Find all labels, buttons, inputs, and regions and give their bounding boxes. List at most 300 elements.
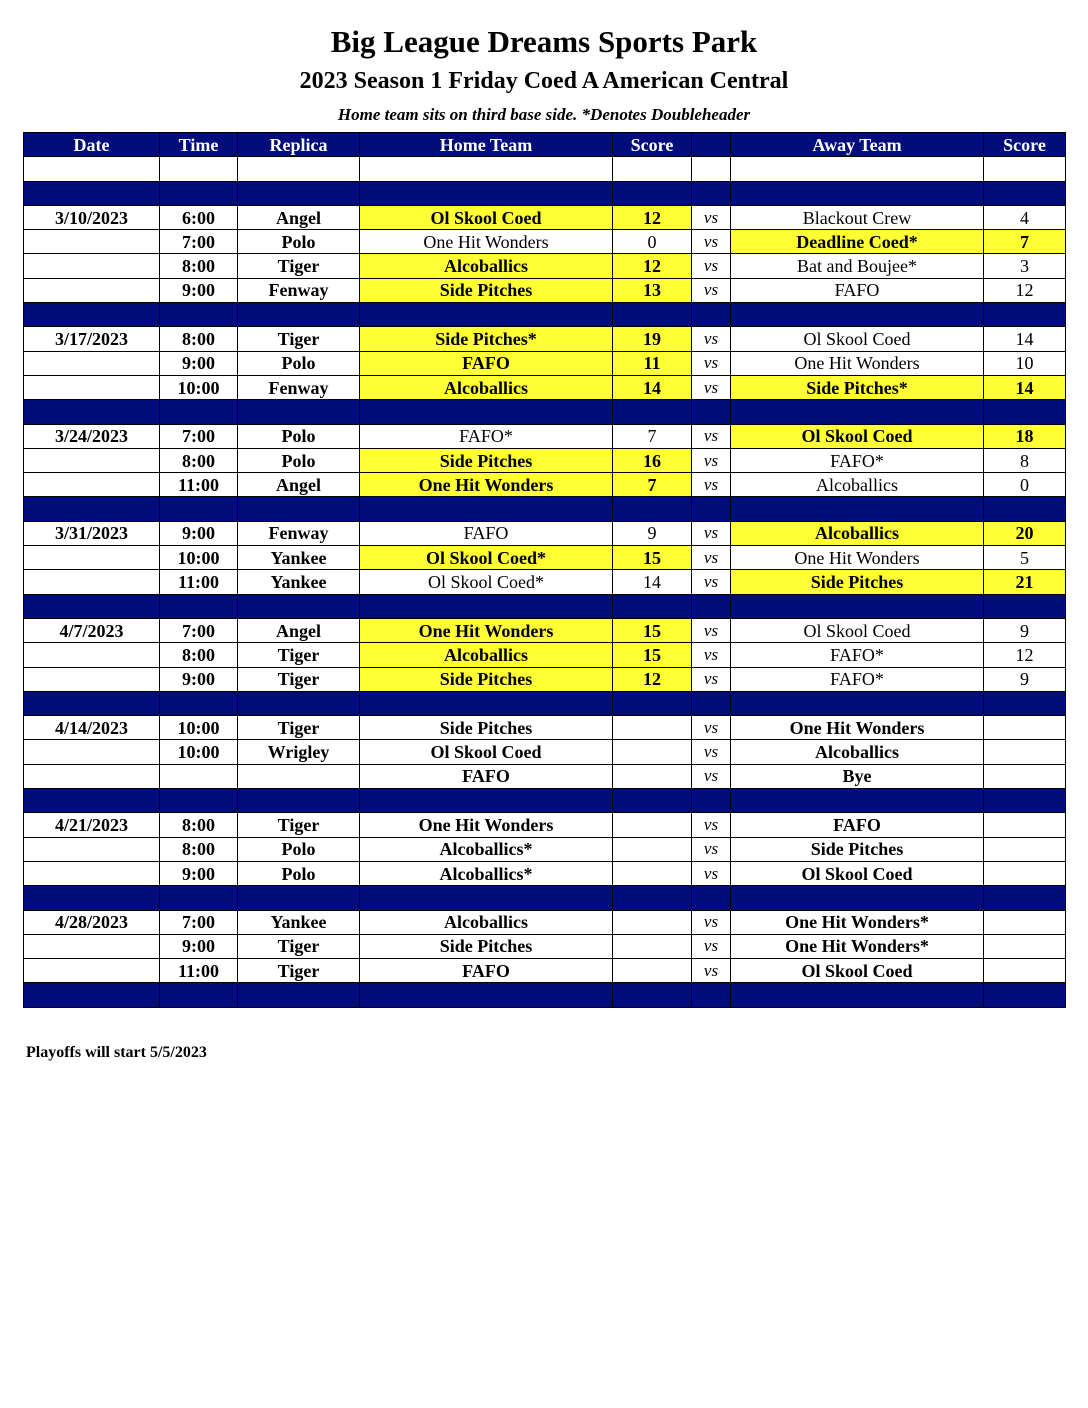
vs-label: vs <box>692 521 731 545</box>
game-row <box>24 448 1066 472</box>
game-replica: Fenway <box>238 521 360 545</box>
game-row <box>24 327 1066 351</box>
away-team: Alcoballics <box>731 740 984 764</box>
game-date: 3/10/2023 <box>24 205 160 229</box>
game-replica: Polo <box>238 424 360 448</box>
vs-label: vs <box>692 910 731 934</box>
away-team: FAFO* <box>731 448 984 472</box>
separator-row-cell <box>360 886 613 910</box>
home-team: Ol Skool Coed <box>360 205 613 229</box>
home-team: FAFO <box>360 764 613 788</box>
home-score: 14 <box>613 375 692 399</box>
away-score: 20 <box>984 521 1066 545</box>
separator-row <box>24 497 1066 521</box>
away-team: Bye <box>731 764 984 788</box>
separator-row-cell <box>160 983 238 1007</box>
home-team: Alcoballics <box>360 910 613 934</box>
home-score: 12 <box>613 667 692 691</box>
separator-row-cell <box>238 594 360 618</box>
home-team: FAFO <box>360 521 613 545</box>
away-team: Side Pitches <box>731 570 984 594</box>
separator-row-cell <box>984 497 1066 521</box>
col-header-time: Time <box>160 133 238 157</box>
game-row <box>24 473 1066 497</box>
separator-row-cell <box>984 886 1066 910</box>
separator-row-cell <box>613 181 692 205</box>
away-score: 10 <box>984 351 1066 375</box>
game-time: 11:00 <box>160 959 238 983</box>
separator-row-cell <box>731 789 984 813</box>
separator-row-cell <box>238 303 360 327</box>
home-team: FAFO* <box>360 424 613 448</box>
away-team: Alcoballics <box>731 521 984 545</box>
footer-note: Playoffs will start 5/5/2023 <box>26 1044 207 1061</box>
separator-row-cell <box>731 594 984 618</box>
home-score: 7 <box>613 424 692 448</box>
separator-row-cell <box>984 983 1066 1007</box>
away-team: Ol Skool Coed <box>731 959 984 983</box>
game-date <box>24 959 160 983</box>
away-team: One Hit Wonders* <box>731 910 984 934</box>
separator-row <box>24 303 1066 327</box>
game-date: 3/17/2023 <box>24 327 160 351</box>
game-row <box>24 764 1066 788</box>
home-score: 14 <box>613 570 692 594</box>
separator-row-cell <box>24 983 160 1007</box>
home-team: Side Pitches <box>360 278 613 302</box>
game-date <box>24 740 160 764</box>
game-time: 11:00 <box>160 473 238 497</box>
game-replica: Polo <box>238 448 360 472</box>
game-replica: Tiger <box>238 327 360 351</box>
home-team: Ol Skool Coed* <box>360 546 613 570</box>
home-score <box>613 716 692 740</box>
game-time: 11:00 <box>160 570 238 594</box>
col-header-away-team: Away Team <box>731 133 984 157</box>
separator-row-cell <box>160 400 238 424</box>
game-time <box>160 764 238 788</box>
separator-row-cell <box>160 594 238 618</box>
home-score: 13 <box>613 278 692 302</box>
game-date <box>24 667 160 691</box>
game-row <box>24 716 1066 740</box>
home-team: Side Pitches <box>360 667 613 691</box>
col-header-vs <box>692 133 731 157</box>
separator-row-cell <box>692 886 731 910</box>
game-time: 10:00 <box>160 716 238 740</box>
home-team: One Hit Wonders <box>360 230 613 254</box>
home-score: 7 <box>613 473 692 497</box>
vs-label: vs <box>692 740 731 764</box>
game-replica: Fenway <box>238 375 360 399</box>
separator-row-cell <box>24 400 160 424</box>
game-time: 10:00 <box>160 740 238 764</box>
away-score: 0 <box>984 473 1066 497</box>
separator-row-cell <box>160 497 238 521</box>
game-row <box>24 570 1066 594</box>
separator-row-cell <box>692 400 731 424</box>
game-replica: Tiger <box>238 667 360 691</box>
away-team: Alcoballics <box>731 473 984 497</box>
game-replica: Fenway <box>238 278 360 302</box>
vs-label: vs <box>692 813 731 837</box>
separator-row-cell <box>238 400 360 424</box>
away-team: Ol Skool Coed <box>731 424 984 448</box>
game-row <box>24 230 1066 254</box>
col-header-replica: Replica <box>238 133 360 157</box>
separator-row-cell <box>160 691 238 715</box>
away-score <box>984 861 1066 885</box>
game-row <box>24 205 1066 229</box>
game-replica: Angel <box>238 205 360 229</box>
home-team: Alcoballics <box>360 643 613 667</box>
game-replica: Yankee <box>238 546 360 570</box>
game-time: 9:00 <box>160 667 238 691</box>
separator-row-cell <box>984 181 1066 205</box>
away-team: Ol Skool Coed <box>731 861 984 885</box>
vs-label: vs <box>692 424 731 448</box>
game-row <box>24 934 1066 958</box>
separator-row-cell <box>613 497 692 521</box>
vs-label: vs <box>692 254 731 278</box>
away-score: 4 <box>984 205 1066 229</box>
away-score: 9 <box>984 618 1066 642</box>
away-score: 18 <box>984 424 1066 448</box>
game-row <box>24 861 1066 885</box>
col-header-home-score: Score <box>613 133 692 157</box>
game-row <box>24 546 1066 570</box>
away-team: One Hit Wonders <box>731 351 984 375</box>
separator-row-cell <box>731 303 984 327</box>
game-time: 9:00 <box>160 278 238 302</box>
home-score: 12 <box>613 254 692 278</box>
vs-label: vs <box>692 861 731 885</box>
separator-row-cell <box>238 886 360 910</box>
home-score: 12 <box>613 205 692 229</box>
separator-row-cell <box>613 886 692 910</box>
game-date: 4/7/2023 <box>24 618 160 642</box>
game-date: 3/31/2023 <box>24 521 160 545</box>
game-date <box>24 448 160 472</box>
separator-row <box>24 594 1066 618</box>
empty-row-cell <box>24 157 160 181</box>
separator-row-cell <box>160 303 238 327</box>
separator-row-cell <box>984 691 1066 715</box>
game-replica: Angel <box>238 618 360 642</box>
game-time: 9:00 <box>160 934 238 958</box>
game-date <box>24 254 160 278</box>
away-team: FAFO* <box>731 667 984 691</box>
home-team: FAFO <box>360 959 613 983</box>
separator-row-cell <box>692 789 731 813</box>
vs-label: vs <box>692 716 731 740</box>
game-time: 8:00 <box>160 327 238 351</box>
home-score <box>613 837 692 861</box>
separator-row-cell <box>238 789 360 813</box>
away-score: 14 <box>984 375 1066 399</box>
page-note: Home team sits on third base side. *Denotes Doubleheader <box>337 105 751 124</box>
away-team: Bat and Boujee* <box>731 254 984 278</box>
empty-row-cell <box>692 157 731 181</box>
vs-label: vs <box>692 375 731 399</box>
vs-label: vs <box>692 205 731 229</box>
away-team: Side Pitches* <box>731 375 984 399</box>
separator-row-cell <box>692 691 731 715</box>
game-replica: Polo <box>238 230 360 254</box>
empty-row-cell <box>613 157 692 181</box>
away-team: Side Pitches <box>731 837 984 861</box>
home-score: 16 <box>613 448 692 472</box>
separator-row-cell <box>731 983 984 1007</box>
home-score: 15 <box>613 643 692 667</box>
home-score: 11 <box>613 351 692 375</box>
vs-label: vs <box>692 473 731 497</box>
separator-row-cell <box>360 983 613 1007</box>
away-score <box>984 740 1066 764</box>
game-date: 4/21/2023 <box>24 813 160 837</box>
separator-row-cell <box>238 181 360 205</box>
home-team: Side Pitches <box>360 934 613 958</box>
separator-row-cell <box>613 691 692 715</box>
game-date <box>24 375 160 399</box>
empty-row-cell <box>360 157 613 181</box>
schedule-table <box>23 132 1066 1008</box>
game-replica: Tiger <box>238 254 360 278</box>
game-replica: Polo <box>238 861 360 885</box>
away-score <box>984 764 1066 788</box>
game-time: 9:00 <box>160 521 238 545</box>
away-team: Deadline Coed* <box>731 230 984 254</box>
col-header-home-team: Home Team <box>360 133 613 157</box>
separator-row-cell <box>692 497 731 521</box>
vs-label: vs <box>692 934 731 958</box>
home-score <box>613 910 692 934</box>
game-date <box>24 351 160 375</box>
home-score <box>613 813 692 837</box>
away-score: 5 <box>984 546 1066 570</box>
away-score <box>984 837 1066 861</box>
separator-row-cell <box>731 886 984 910</box>
game-time: 6:00 <box>160 205 238 229</box>
separator-row-cell <box>360 400 613 424</box>
game-time: 9:00 <box>160 351 238 375</box>
game-date: 4/28/2023 <box>24 910 160 934</box>
empty-row-cell <box>984 157 1066 181</box>
game-row <box>24 667 1066 691</box>
separator-row-cell <box>160 181 238 205</box>
vs-label: vs <box>692 351 731 375</box>
game-time: 10:00 <box>160 546 238 570</box>
game-replica: Polo <box>238 351 360 375</box>
separator-row-cell <box>984 789 1066 813</box>
home-team: Ol Skool Coed* <box>360 570 613 594</box>
separator-row-cell <box>360 303 613 327</box>
separator-row-cell <box>24 303 160 327</box>
vs-label: vs <box>692 546 731 570</box>
separator-row-cell <box>24 181 160 205</box>
game-row <box>24 837 1066 861</box>
separator-row-cell <box>360 594 613 618</box>
away-score: 7 <box>984 230 1066 254</box>
game-replica <box>238 764 360 788</box>
separator-row-cell <box>24 886 160 910</box>
away-score: 9 <box>984 667 1066 691</box>
page-title: Big League Dreams Sports Park <box>330 24 758 59</box>
game-replica: Tiger <box>238 813 360 837</box>
separator-row-cell <box>613 594 692 618</box>
separator-row-cell <box>692 594 731 618</box>
game-date <box>24 570 160 594</box>
game-row <box>24 278 1066 302</box>
separator-row-cell <box>360 181 613 205</box>
separator-row-cell <box>238 983 360 1007</box>
vs-label: vs <box>692 570 731 594</box>
separator-row-cell <box>613 789 692 813</box>
game-date: 4/14/2023 <box>24 716 160 740</box>
separator-row-cell <box>692 303 731 327</box>
separator-row-cell <box>360 691 613 715</box>
header-row <box>24 133 1066 157</box>
home-score <box>613 740 692 764</box>
separator-row <box>24 789 1066 813</box>
away-team: FAFO <box>731 813 984 837</box>
home-team: Ol Skool Coed <box>360 740 613 764</box>
away-score <box>984 934 1066 958</box>
separator-row-cell <box>731 400 984 424</box>
home-score <box>613 959 692 983</box>
home-team: Side Pitches* <box>360 327 613 351</box>
vs-label: vs <box>692 327 731 351</box>
separator-row-cell <box>24 497 160 521</box>
game-date <box>24 861 160 885</box>
empty-row <box>24 157 1066 181</box>
home-score: 0 <box>613 230 692 254</box>
vs-label: vs <box>692 448 731 472</box>
away-score: 3 <box>984 254 1066 278</box>
game-time: 8:00 <box>160 813 238 837</box>
away-score: 21 <box>984 570 1066 594</box>
vs-label: vs <box>692 764 731 788</box>
separator-row <box>24 886 1066 910</box>
separator-row-cell <box>238 497 360 521</box>
col-header-date: Date <box>24 133 160 157</box>
game-time: 8:00 <box>160 837 238 861</box>
separator-row <box>24 181 1066 205</box>
game-row <box>24 618 1066 642</box>
game-replica: Tiger <box>238 643 360 667</box>
game-replica: Tiger <box>238 934 360 958</box>
home-team: One Hit Wonders <box>360 618 613 642</box>
separator-row-cell <box>731 497 984 521</box>
separator-row <box>24 983 1066 1007</box>
vs-label: vs <box>692 230 731 254</box>
separator-row-cell <box>613 983 692 1007</box>
game-time: 7:00 <box>160 230 238 254</box>
home-team: Side Pitches <box>360 716 613 740</box>
separator-row-cell <box>360 497 613 521</box>
separator-row-cell <box>984 400 1066 424</box>
away-team: One Hit Wonders <box>731 716 984 740</box>
game-row <box>24 910 1066 934</box>
game-row <box>24 351 1066 375</box>
away-score <box>984 813 1066 837</box>
home-team: Alcoballics <box>360 254 613 278</box>
game-row <box>24 254 1066 278</box>
away-score <box>984 959 1066 983</box>
separator-row-cell <box>731 691 984 715</box>
home-score: 15 <box>613 546 692 570</box>
game-date <box>24 278 160 302</box>
home-team: One Hit Wonders <box>360 813 613 837</box>
home-score: 19 <box>613 327 692 351</box>
separator-row-cell <box>238 691 360 715</box>
game-replica: Yankee <box>238 570 360 594</box>
home-team: One Hit Wonders <box>360 473 613 497</box>
game-time: 9:00 <box>160 861 238 885</box>
away-team: FAFO <box>731 278 984 302</box>
game-date <box>24 764 160 788</box>
vs-label: vs <box>692 667 731 691</box>
game-time: 8:00 <box>160 254 238 278</box>
home-score: 15 <box>613 618 692 642</box>
separator-row <box>24 691 1066 715</box>
away-team: Blackout Crew <box>731 205 984 229</box>
game-row <box>24 813 1066 837</box>
away-score: 12 <box>984 278 1066 302</box>
game-date <box>24 230 160 254</box>
game-replica: Wrigley <box>238 740 360 764</box>
home-team: Alcoballics* <box>360 861 613 885</box>
home-score: 9 <box>613 521 692 545</box>
separator-row-cell <box>613 303 692 327</box>
separator-row-cell <box>984 303 1066 327</box>
separator-row-cell <box>160 886 238 910</box>
separator-row-cell <box>24 691 160 715</box>
separator-row-cell <box>731 181 984 205</box>
away-score <box>984 716 1066 740</box>
game-date <box>24 934 160 958</box>
separator-row-cell <box>24 789 160 813</box>
game-time: 8:00 <box>160 448 238 472</box>
game-time: 8:00 <box>160 643 238 667</box>
empty-row-cell <box>238 157 360 181</box>
away-score <box>984 910 1066 934</box>
game-date <box>24 643 160 667</box>
game-date <box>24 546 160 570</box>
empty-row-cell <box>731 157 984 181</box>
vs-label: vs <box>692 837 731 861</box>
away-team: FAFO* <box>731 643 984 667</box>
empty-row-cell <box>160 157 238 181</box>
separator-row-cell <box>984 594 1066 618</box>
game-replica: Polo <box>238 837 360 861</box>
home-team: Alcoballics* <box>360 837 613 861</box>
game-row <box>24 643 1066 667</box>
page-subtitle: 2023 Season 1 Friday Coed A American Central <box>299 68 789 94</box>
game-row <box>24 740 1066 764</box>
away-score: 12 <box>984 643 1066 667</box>
home-team: Alcoballics <box>360 375 613 399</box>
vs-label: vs <box>692 278 731 302</box>
separator-row-cell <box>24 594 160 618</box>
game-time: 10:00 <box>160 375 238 399</box>
game-row <box>24 959 1066 983</box>
away-score: 8 <box>984 448 1066 472</box>
vs-label: vs <box>692 618 731 642</box>
game-date: 3/24/2023 <box>24 424 160 448</box>
game-time: 7:00 <box>160 424 238 448</box>
game-date <box>24 837 160 861</box>
